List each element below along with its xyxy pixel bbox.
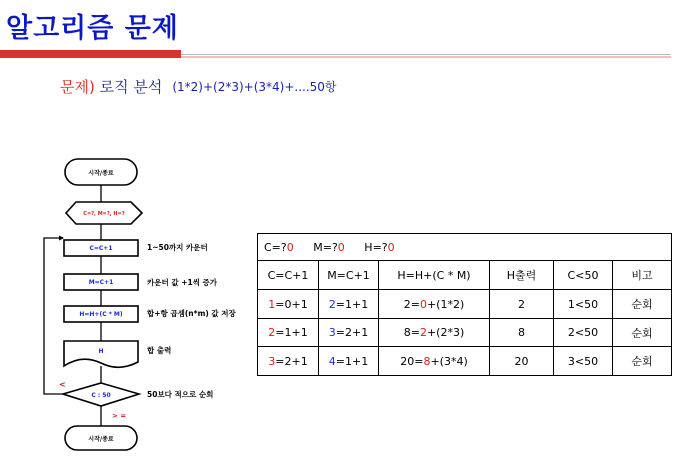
cell-condition: 2<50 bbox=[554, 319, 613, 347]
flow-decision-text: C : 50 bbox=[91, 392, 111, 399]
cell-h: 2=0+(1*2) bbox=[379, 290, 490, 319]
trace-table bbox=[257, 233, 672, 376]
cell-m: 2=1+1 bbox=[319, 290, 379, 319]
flow-output-text: H bbox=[98, 348, 104, 355]
header-cell: C<50 bbox=[554, 261, 613, 290]
page-title: 알고리즘 문제 bbox=[6, 13, 179, 44]
init-row bbox=[258, 234, 672, 261]
header-cell: H=H+(C * M) bbox=[379, 261, 490, 290]
cell-h: 8=2+(2*3) bbox=[379, 319, 490, 347]
note-counter: 1~50까지 카운터 bbox=[147, 243, 208, 252]
table-row bbox=[258, 319, 672, 347]
table-row bbox=[258, 347, 672, 376]
init-values-cell bbox=[258, 234, 672, 261]
flow-step-c-text: C=C+1 bbox=[89, 245, 113, 252]
cell-h: 20=8+(3*4) bbox=[379, 347, 490, 376]
init-h: H=?0 bbox=[364, 240, 395, 254]
title-underline-red bbox=[0, 50, 181, 58]
problem-prefix: 문제) bbox=[60, 78, 95, 96]
cell-c: 1=0+1 bbox=[258, 290, 319, 319]
header-cell: H출력 bbox=[490, 261, 554, 290]
note-output: 합 출력 bbox=[147, 346, 172, 355]
flow-start-text: 시작/종료 bbox=[88, 170, 114, 177]
loop-back-line bbox=[44, 238, 63, 394]
table-row bbox=[258, 290, 672, 319]
cell-m: 3=2+1 bbox=[319, 319, 379, 347]
cell-note: 순회 bbox=[613, 290, 672, 319]
title-underline-pink bbox=[181, 56, 671, 58]
flow-init-text: C=?, M=?, H=? bbox=[83, 211, 125, 217]
cell-note: 순회 bbox=[613, 347, 672, 376]
init-m: M=?0 bbox=[313, 240, 345, 254]
cell-condition: 1<50 bbox=[554, 290, 613, 319]
note-decision: 50보다 적으로 순회 bbox=[147, 390, 214, 399]
cell-c: 3=2+1 bbox=[258, 347, 319, 376]
header-cell: C=C+1 bbox=[258, 261, 319, 290]
branch-ge-label: > = bbox=[112, 412, 127, 420]
cell-output: 2 bbox=[490, 290, 554, 319]
flow-step-h-text: H=H+(C * M) bbox=[79, 311, 123, 318]
cell-c: 2=1+1 bbox=[258, 319, 319, 347]
header-row bbox=[258, 261, 672, 290]
note-increment: 카운터 값 +1씩 증가 bbox=[147, 278, 218, 287]
header-cell: 비고 bbox=[613, 261, 672, 290]
flow-end-text: 시작/종료 bbox=[88, 436, 114, 443]
problem-formula: (1*2)+(2*3)+(3*4)+....50항 bbox=[172, 80, 337, 94]
flow-step-m-text: M=C+1 bbox=[88, 279, 114, 286]
header-cell: M=C+1 bbox=[319, 261, 379, 290]
note-product-sum: 합+항 곱셈(n*m) 값 저장 bbox=[147, 309, 236, 318]
problem-label: 로직 분석 bbox=[94, 78, 163, 96]
problem-statement bbox=[60, 76, 337, 97]
init-c: C=?0 bbox=[264, 240, 294, 254]
cell-output: 20 bbox=[490, 347, 554, 376]
cell-output: 8 bbox=[490, 319, 554, 347]
cell-note: 순회 bbox=[613, 319, 672, 347]
cell-condition: 3<50 bbox=[554, 347, 613, 376]
title-underline-gray bbox=[181, 54, 671, 55]
cell-m: 4=1+1 bbox=[319, 347, 379, 376]
flowchart bbox=[36, 155, 251, 455]
branch-lt-label: < bbox=[59, 380, 66, 389]
